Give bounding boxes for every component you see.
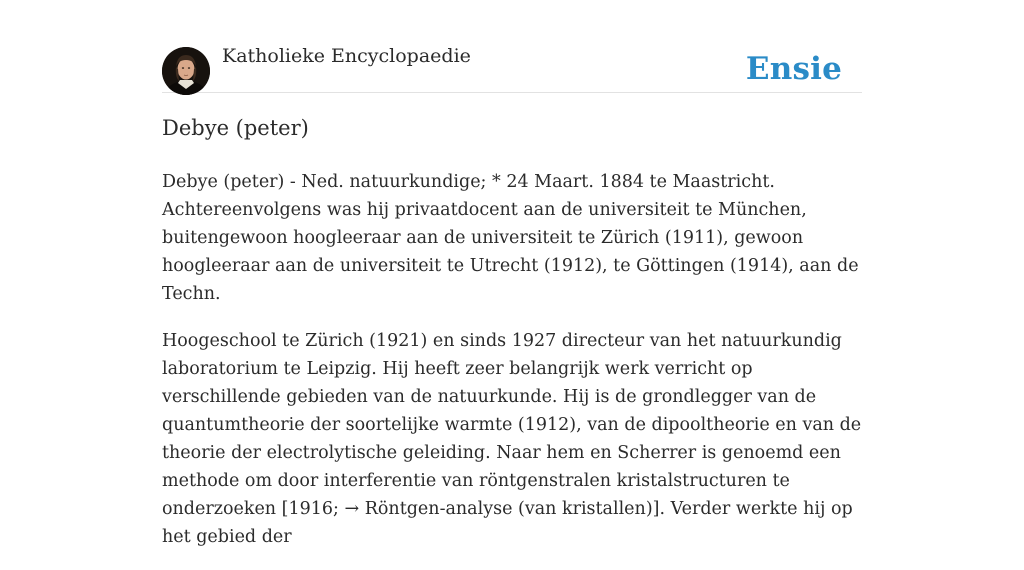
paragraph-text: ]. Verder werkte hij op het gebied der [162, 499, 853, 547]
page-header [162, 0, 862, 93]
source-avatar[interactable] [162, 47, 210, 95]
portrait-avatar-icon [162, 47, 210, 95]
ensie-logo-link[interactable]: Ensie [745, 51, 842, 87]
cross-reference-link[interactable] [344, 499, 652, 519]
cross-reference-label: Röntgen-analyse (van kristallen) [364, 499, 653, 519]
article-paragraph: Debye (peter) - Ned. natuurkundige; * 24 Maart. 1884 te Maastricht. Achtereenvolgens was hij privaatdocent aan de universiteit te München, buitengewoon hoogleeraar aan de universiteit te Zürich (1911), gewoon hoogleeraar aan de universiteit te Utrecht (1912), te Göttingen (1914), aan de Techn. [162, 172, 859, 304]
page-container [162, 0, 862, 547]
article-body [162, 168, 862, 570]
arrow-right-icon: → [344, 499, 360, 519]
article-title: Debye (peter) [162, 116, 309, 140]
paragraph-text: Hoogeschool te Zürich (1921) en sinds 1927 directeur van het natuurkundig laboratorium te Leipzig. Hij heeft zeer belangrijk werk verricht op verschillende gebieden van de natuurkunde. Hij is de grondlegger van de quantumtheorie der soortelijke warmte (1912), van de dipooltheorie en van de theorie der electrolytische geleiding. Naar hem en Scherrer is genoemd een methode om door interferentie van röntgenstralen kristalstructuren te onderzoeken [1916; [162, 331, 862, 519]
source-name-link[interactable]: Katholieke Encyclopaedie [222, 45, 471, 67]
article-paragraph [162, 327, 862, 551]
